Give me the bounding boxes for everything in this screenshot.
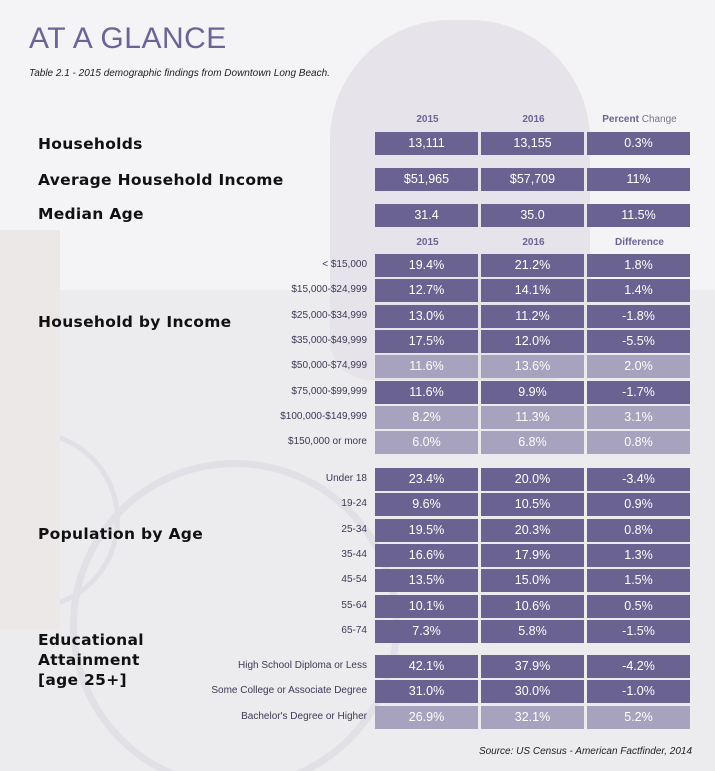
income-cell-v2015: 13.0%: [375, 305, 478, 328]
income-2015: $51,965: [375, 168, 478, 191]
age-cell-v2015: 23.4%: [375, 468, 478, 491]
income-cell-v2016: 14.1%: [481, 279, 584, 302]
header-2015: 2015: [416, 114, 439, 125]
education-cell-v2015: 42.1%: [375, 655, 478, 678]
header-difference: Difference: [615, 237, 664, 248]
education-cell-diff: 5.2%: [587, 706, 690, 729]
households-change: 0.3%: [587, 132, 690, 155]
age-cell-v2015: 7.3%: [375, 620, 478, 643]
age-cell-v2016: 10.6%: [481, 595, 584, 618]
age-row-label: 25-34: [341, 524, 367, 535]
income-cell-v2015: 8.2%: [375, 406, 478, 429]
education-cell-v2016: 32.1%: [481, 706, 584, 729]
income-cell-diff: 3.1%: [587, 406, 690, 429]
education-label-line1: Educational: [38, 631, 144, 649]
income-row-label: $150,000 or more: [288, 436, 367, 447]
age-cell-diff: -1.5%: [587, 620, 690, 643]
age-row-label: 35-44: [341, 549, 367, 560]
median-age-2016: 35.0: [481, 204, 584, 227]
table-caption: Table 2.1 - 2015 demographic findings from Downtown Long Beach.: [29, 68, 330, 79]
age-cell-v2016: 20.3%: [481, 519, 584, 542]
age-cell-v2015: 13.5%: [375, 569, 478, 592]
income-cell-v2016: 12.0%: [481, 330, 584, 353]
income-cell-diff: 1.4%: [587, 279, 690, 302]
section-median-age: Median Age: [38, 205, 144, 223]
section-population-by-age: Population by Age: [38, 525, 204, 543]
income-cell-v2015: 11.6%: [375, 381, 478, 404]
age-cell-v2016: 17.9%: [481, 544, 584, 567]
income-row-label: $75,000-$99,999: [291, 386, 367, 397]
age-cell-diff: -3.4%: [587, 468, 690, 491]
age-cell-diff: 0.5%: [587, 595, 690, 618]
header-change: Change: [638, 114, 677, 125]
header-2016-detail: 2016: [522, 237, 545, 248]
section-households: Households: [38, 135, 143, 153]
households-2015: 13,111: [375, 132, 478, 155]
header-2015-detail: 2015: [416, 237, 439, 248]
education-row-label: Some College or Associate Degree: [211, 685, 367, 696]
age-cell-diff: 1.3%: [587, 544, 690, 567]
age-row-label: 65-74: [341, 625, 367, 636]
section-educational-attainment: [38, 630, 144, 690]
header-2016: 2016: [522, 114, 545, 125]
age-cell-diff: 0.8%: [587, 519, 690, 542]
age-cell-v2016: 10.5%: [481, 493, 584, 516]
age-row-label: Under 18: [325, 473, 367, 484]
age-cell-v2015: 9.6%: [375, 493, 478, 516]
age-cell-v2016: 20.0%: [481, 468, 584, 491]
section-household-by-income: Household by Income: [38, 313, 232, 331]
median-age-change: 11.5%: [587, 204, 690, 227]
income-cell-v2016: 11.2%: [481, 305, 584, 328]
page-title: AT A GLANCE: [29, 22, 227, 55]
header-percent-change: [587, 114, 692, 125]
households-2016: 13,155: [481, 132, 584, 155]
income-row-label: < $15,000: [322, 259, 367, 270]
background-blur: [0, 230, 60, 630]
age-row-label: 19-24: [341, 498, 367, 509]
income-cell-v2016: 21.2%: [481, 254, 584, 277]
income-cell-diff: -1.8%: [587, 305, 690, 328]
income-cell-diff: -1.7%: [587, 381, 690, 404]
education-cell-diff: -1.0%: [587, 680, 690, 703]
income-row-label: $35,000-$49,999: [291, 335, 367, 346]
income-cell-v2015: 6.0%: [375, 431, 478, 454]
education-cell-v2016: 30.0%: [481, 680, 584, 703]
income-cell-diff: -5.5%: [587, 330, 690, 353]
education-row-label: High School Diploma or Less: [238, 660, 367, 671]
education-cell-diff: -4.2%: [587, 655, 690, 678]
income-row-label: $25,000-$34,999: [291, 310, 367, 321]
education-cell-v2015: 26.9%: [375, 706, 478, 729]
income-row-label: $100,000-$149,999: [280, 411, 367, 422]
income-row-label: $50,000-$74,999: [291, 360, 367, 371]
income-cell-v2015: 19.4%: [375, 254, 478, 277]
income-cell-v2015: 11.6%: [375, 355, 478, 378]
header-percent: Percent: [602, 114, 639, 125]
education-row-label: Bachelor's Degree or Higher: [241, 711, 367, 722]
education-label-line3: [age 25+]: [38, 671, 127, 689]
age-cell-v2015: 10.1%: [375, 595, 478, 618]
age-cell-diff: 0.9%: [587, 493, 690, 516]
income-cell-diff: 0.8%: [587, 431, 690, 454]
income-change: 11%: [587, 168, 690, 191]
section-average-income: Average Household Income: [38, 171, 284, 189]
age-cell-v2015: 16.6%: [375, 544, 478, 567]
age-cell-v2016: 5.8%: [481, 620, 584, 643]
age-cell-diff: 1.5%: [587, 569, 690, 592]
income-2016: $57,709: [481, 168, 584, 191]
income-cell-v2015: 12.7%: [375, 279, 478, 302]
income-cell-v2016: 11.3%: [481, 406, 584, 429]
income-cell-diff: 2.0%: [587, 355, 690, 378]
median-age-2015: 31.4: [375, 204, 478, 227]
income-cell-diff: 1.8%: [587, 254, 690, 277]
age-cell-v2015: 19.5%: [375, 519, 478, 542]
education-cell-v2016: 37.9%: [481, 655, 584, 678]
income-cell-v2016: 6.8%: [481, 431, 584, 454]
age-row-label: 55-64: [341, 600, 367, 611]
education-label-line2: Attainment: [38, 651, 140, 669]
age-row-label: 45-54: [341, 574, 367, 585]
income-cell-v2016: 13.6%: [481, 355, 584, 378]
source-note: Source: US Census - American Factfinder, 2014: [478, 746, 692, 757]
income-cell-v2016: 9.9%: [481, 381, 584, 404]
education-cell-v2015: 31.0%: [375, 680, 478, 703]
income-cell-v2015: 17.5%: [375, 330, 478, 353]
age-cell-v2016: 15.0%: [481, 569, 584, 592]
income-row-label: $15,000-$24,999: [291, 284, 367, 295]
